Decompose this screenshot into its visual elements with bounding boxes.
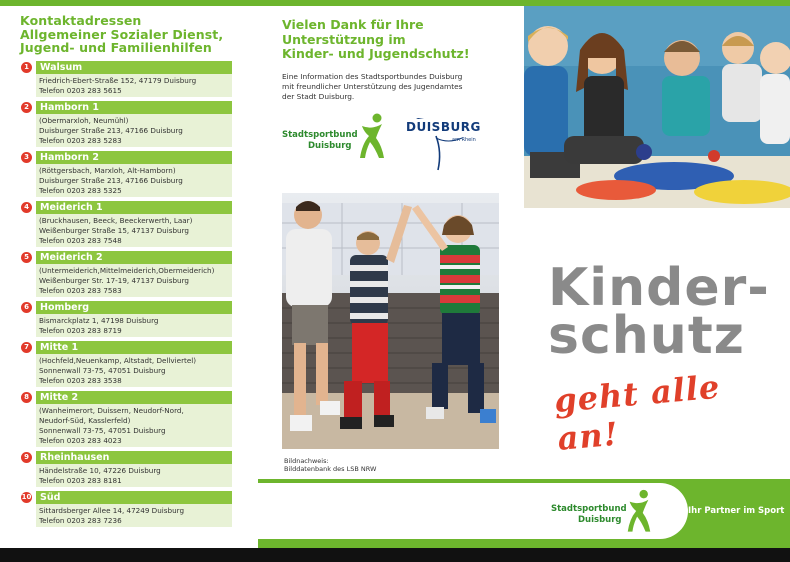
entry-address-line: Telefon 0203 283 8719 [39, 325, 122, 335]
children-playing-illustration [524, 6, 790, 208]
entry-address-block [36, 114, 232, 147]
stadtsportbund-logo: Stadtsportbund Duisburg [282, 112, 392, 162]
entry-district-header [36, 491, 232, 504]
entry-district-name: Süd [40, 491, 61, 503]
entry-district-name: Meiderich 1 [40, 201, 103, 213]
entry-address-line: (Bruckhausen, Beeck, Beeckerwerth, Laar) [39, 215, 193, 225]
entry-address-line: Sittardsberger Allee 14, 47249 Duisburg [39, 505, 185, 515]
contact-entry [20, 201, 232, 247]
contact-entry [20, 491, 232, 527]
contact-entry [20, 391, 232, 447]
entry-address-block [36, 264, 232, 297]
entry-number-badge: 2 [21, 102, 32, 113]
entry-address-block [36, 504, 232, 527]
entry-address-line: Weißenburger Straße 15, 47137 Duisburg [39, 225, 189, 235]
contact-entry [20, 451, 232, 487]
entry-number-badge: 4 [21, 202, 32, 213]
entry-address-line: Telefon 0203 283 4023 [39, 435, 122, 445]
entry-district-header [36, 151, 232, 164]
contact-entry [20, 301, 232, 337]
band-bottom-line [258, 539, 790, 548]
band-logo-text-2: Duisburg [578, 515, 622, 525]
entry-address-line: Sonnenwall 73-75, 47051 Duisburg [39, 365, 166, 375]
entry-address-line: Telefon 0203 283 7548 [39, 235, 122, 245]
contact-entry [20, 61, 232, 97]
children-jumping-illustration [282, 193, 499, 449]
bottom-black-bar [0, 548, 790, 562]
duisburg-bridge-icon [414, 116, 464, 172]
entry-address-block [36, 404, 232, 447]
entry-district-header [36, 341, 232, 354]
entry-district-header [36, 101, 232, 114]
entry-address-line: (Hochfeld,Neuenkamp, Altstadt, Dellviertel) [39, 355, 197, 365]
entry-address-line: (Wanheimerort, Duissern, Neudorf-Nord, [39, 405, 184, 415]
contact-entry [20, 151, 232, 197]
entry-number-badge: 1 [21, 62, 32, 73]
entry-district-header [36, 301, 232, 314]
entry-address-line: Händelstraße 10, 47226 Duisburg [39, 465, 161, 475]
entry-address-block [36, 214, 232, 247]
cover-slogan: geht alle an! [552, 367, 722, 458]
entry-address-line: Telefon 0203 283 7236 [39, 515, 122, 525]
entry-district-header [36, 61, 232, 74]
entry-district-name: Rheinhausen [40, 451, 110, 463]
contacts-column [20, 14, 232, 531]
entry-number-badge: 6 [21, 302, 32, 313]
contact-entry [20, 101, 232, 147]
cover-title: Kinder- schutz [548, 258, 770, 366]
entry-address-block [36, 164, 232, 197]
entry-address-line: Bismarckplatz 1, 47198 Duisburg [39, 315, 159, 325]
info-text: Eine Information des Stadtsportbundes Duisburg mit freundlicher Unterstützung des Jugendamtes der Stadt Duisburg. [282, 71, 463, 101]
contact-entry [20, 251, 232, 297]
entry-address-line: Friedrich-Ebert-Straße 152, 47179 Duisburg [39, 75, 197, 85]
band-runner-icon [624, 487, 654, 535]
entry-address-line: Sonnenwall 73-75, 47051 Duisburg [39, 425, 166, 435]
entry-district-header [36, 251, 232, 264]
entry-address-block [36, 314, 232, 337]
entry-district-name: Meiderich 2 [40, 251, 103, 263]
entry-address-line: Telefon 0203 283 3538 [39, 375, 122, 385]
entry-address-line: Duisburger Straße 213, 47166 Duisburg [39, 175, 183, 185]
entry-address-line: (Obermarxloh, Neumühl) [39, 115, 129, 125]
entry-address-block [36, 74, 232, 97]
entry-district-name: Mitte 2 [40, 391, 79, 403]
entry-address-block [36, 354, 232, 387]
entry-address-line: Weißenburger Str. 17-19, 47137 Duisburg [39, 275, 189, 285]
entry-address-line: Duisburger Straße 213, 47166 Duisburg [39, 125, 183, 135]
entry-address-line: Telefon 0203 283 5615 [39, 85, 122, 95]
entry-district-header [36, 451, 232, 464]
entry-number-badge: 3 [21, 152, 32, 163]
duisburg-logo: DUISBURG am Rhein [406, 116, 486, 172]
entry-number-badge: 9 [21, 452, 32, 463]
contact-list [20, 61, 232, 527]
band-partner-text: Ihr Partner im Sport [688, 506, 785, 516]
thanks-section [282, 18, 500, 102]
runner-figure-icon [356, 112, 388, 160]
photo-credit: Bildnachweis: Bilddatenbank des LSB NRW [284, 457, 377, 473]
entry-address-line: Telefon 0203 283 8181 [39, 475, 122, 485]
entry-address-line: (Röttgersbach, Marxloh, Alt-Hamborn) [39, 165, 176, 175]
bottom-band [258, 479, 790, 548]
children-jumping-photo [282, 193, 499, 449]
entry-district-name: Hamborn 2 [40, 151, 99, 163]
entry-address-line: Telefon 0203 283 5325 [39, 185, 122, 195]
entry-number-badge: 7 [21, 342, 32, 353]
entry-address-line: Telefon 0203 283 5283 [39, 135, 122, 145]
children-playing-photo [524, 6, 790, 208]
entry-district-name: Walsum [40, 61, 83, 73]
entry-address-line: Neudorf-Süd, Kasslerfeld) [39, 415, 131, 425]
contact-entry [20, 341, 232, 387]
entry-number-badge: 10 [21, 492, 32, 501]
entry-address-line: (Untermeiderich,Mittelmeiderich,Obermeiderich) [39, 265, 215, 275]
thanks-title: Vielen Dank für Ihre Unterstützung im Kinder- und Jugendschutz! [282, 17, 470, 61]
entry-address-line: Telefon 0203 283 7583 [39, 285, 122, 295]
entry-district-name: Hamborn 1 [40, 101, 99, 113]
contacts-title: Kontaktadressen Allgemeiner Sozialer Dienst, Jugend- und Familienhilfen [20, 13, 224, 55]
entry-district-name: Mitte 1 [40, 341, 79, 353]
entry-address-block [36, 464, 232, 487]
entry-number-badge: 8 [21, 392, 32, 403]
entry-district-header [36, 391, 232, 404]
entry-number-badge: 5 [21, 252, 32, 263]
band-logo-text-1: Stadtsportbund [551, 504, 627, 514]
entry-district-name: Homberg [40, 301, 90, 313]
entry-district-header [36, 201, 232, 214]
